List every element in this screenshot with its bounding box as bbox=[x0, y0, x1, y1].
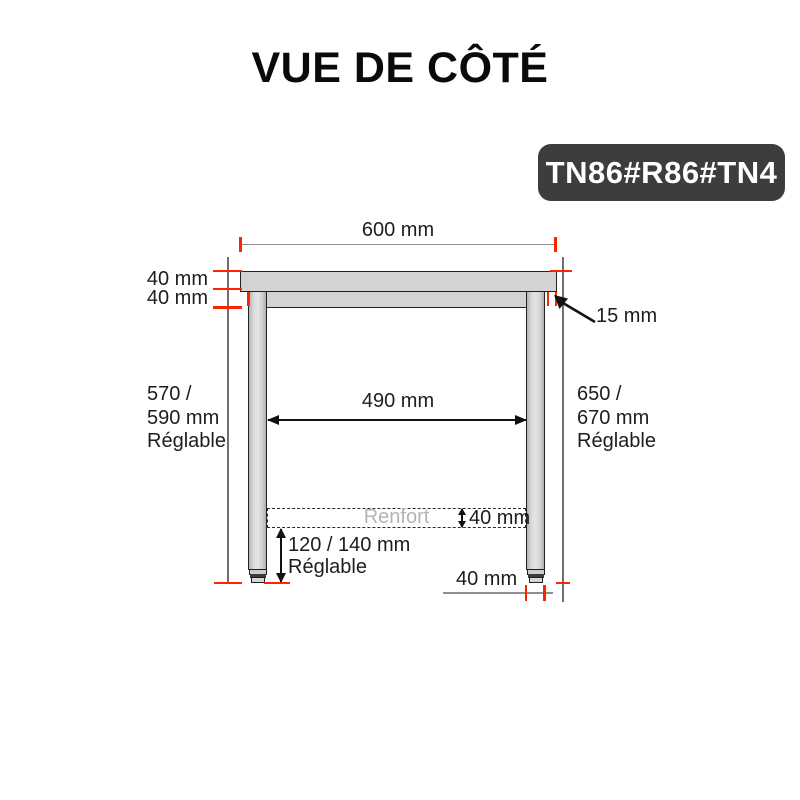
dim-tick bbox=[543, 585, 546, 601]
renfort-height-label: 40 mm bbox=[469, 507, 531, 529]
foot-range-arrow bbox=[280, 529, 282, 582]
arrowhead-right bbox=[515, 415, 527, 425]
left-height-line1: 570 / bbox=[147, 383, 192, 405]
renfort-height-arrow bbox=[461, 509, 463, 527]
table-top bbox=[240, 271, 557, 292]
ground-tick bbox=[214, 582, 242, 585]
arrowhead-up bbox=[458, 508, 466, 515]
left-height-line3: Réglable bbox=[147, 430, 226, 452]
renfort-label: Renfort bbox=[363, 506, 430, 528]
dim-tick bbox=[239, 237, 242, 252]
foot-tip bbox=[529, 577, 543, 583]
dim-tick bbox=[550, 270, 572, 273]
dim-tick bbox=[213, 270, 242, 273]
top-width-dim-line bbox=[241, 244, 555, 246]
leg-width-dim-line bbox=[443, 592, 553, 594]
adjustable-foot-right bbox=[527, 569, 546, 584]
right-height-line3: Réglable bbox=[577, 430, 656, 452]
top-thickness-label: 40 mm bbox=[146, 268, 208, 290]
ground-tick bbox=[556, 582, 570, 585]
apron-height-label: 40 mm bbox=[146, 287, 208, 309]
left-height-label bbox=[147, 383, 226, 454]
foot-range-line1: 120 / 140 mm bbox=[288, 534, 411, 556]
foot-tip bbox=[251, 577, 265, 583]
arrowhead-down bbox=[458, 521, 466, 528]
arrowhead-up bbox=[276, 528, 286, 538]
left-height-line2: 590 mm bbox=[147, 406, 220, 429]
page-title: VUE DE CÔTÉ bbox=[251, 44, 549, 92]
arrowhead-left bbox=[267, 415, 279, 425]
dim-tick bbox=[213, 288, 242, 291]
leg-width-label: 40 mm bbox=[456, 568, 518, 590]
right-height-label bbox=[577, 383, 656, 454]
overhang-label: 15 mm bbox=[596, 305, 658, 327]
dim-tick bbox=[554, 237, 557, 252]
dim-tick bbox=[213, 306, 242, 309]
overhang-arrow bbox=[551, 294, 597, 324]
dim-tick bbox=[525, 585, 528, 601]
table-leg-left bbox=[248, 290, 267, 570]
top-width-label: 600 mm bbox=[361, 219, 435, 241]
right-height-line1: 650 / bbox=[577, 383, 622, 405]
foot-range-line2: Réglable bbox=[288, 556, 367, 578]
ground-tick bbox=[264, 582, 290, 585]
model-badge: TN86#R86#TN4 bbox=[538, 144, 785, 201]
dim-tick bbox=[247, 292, 250, 307]
dim-tick bbox=[547, 292, 550, 307]
inner-width-label: 490 mm bbox=[361, 390, 435, 412]
apron-rail bbox=[248, 290, 545, 308]
foot-range-label bbox=[288, 534, 410, 578]
inner-width-arrow bbox=[268, 419, 526, 421]
right-height-line2: 670 mm bbox=[577, 406, 650, 429]
